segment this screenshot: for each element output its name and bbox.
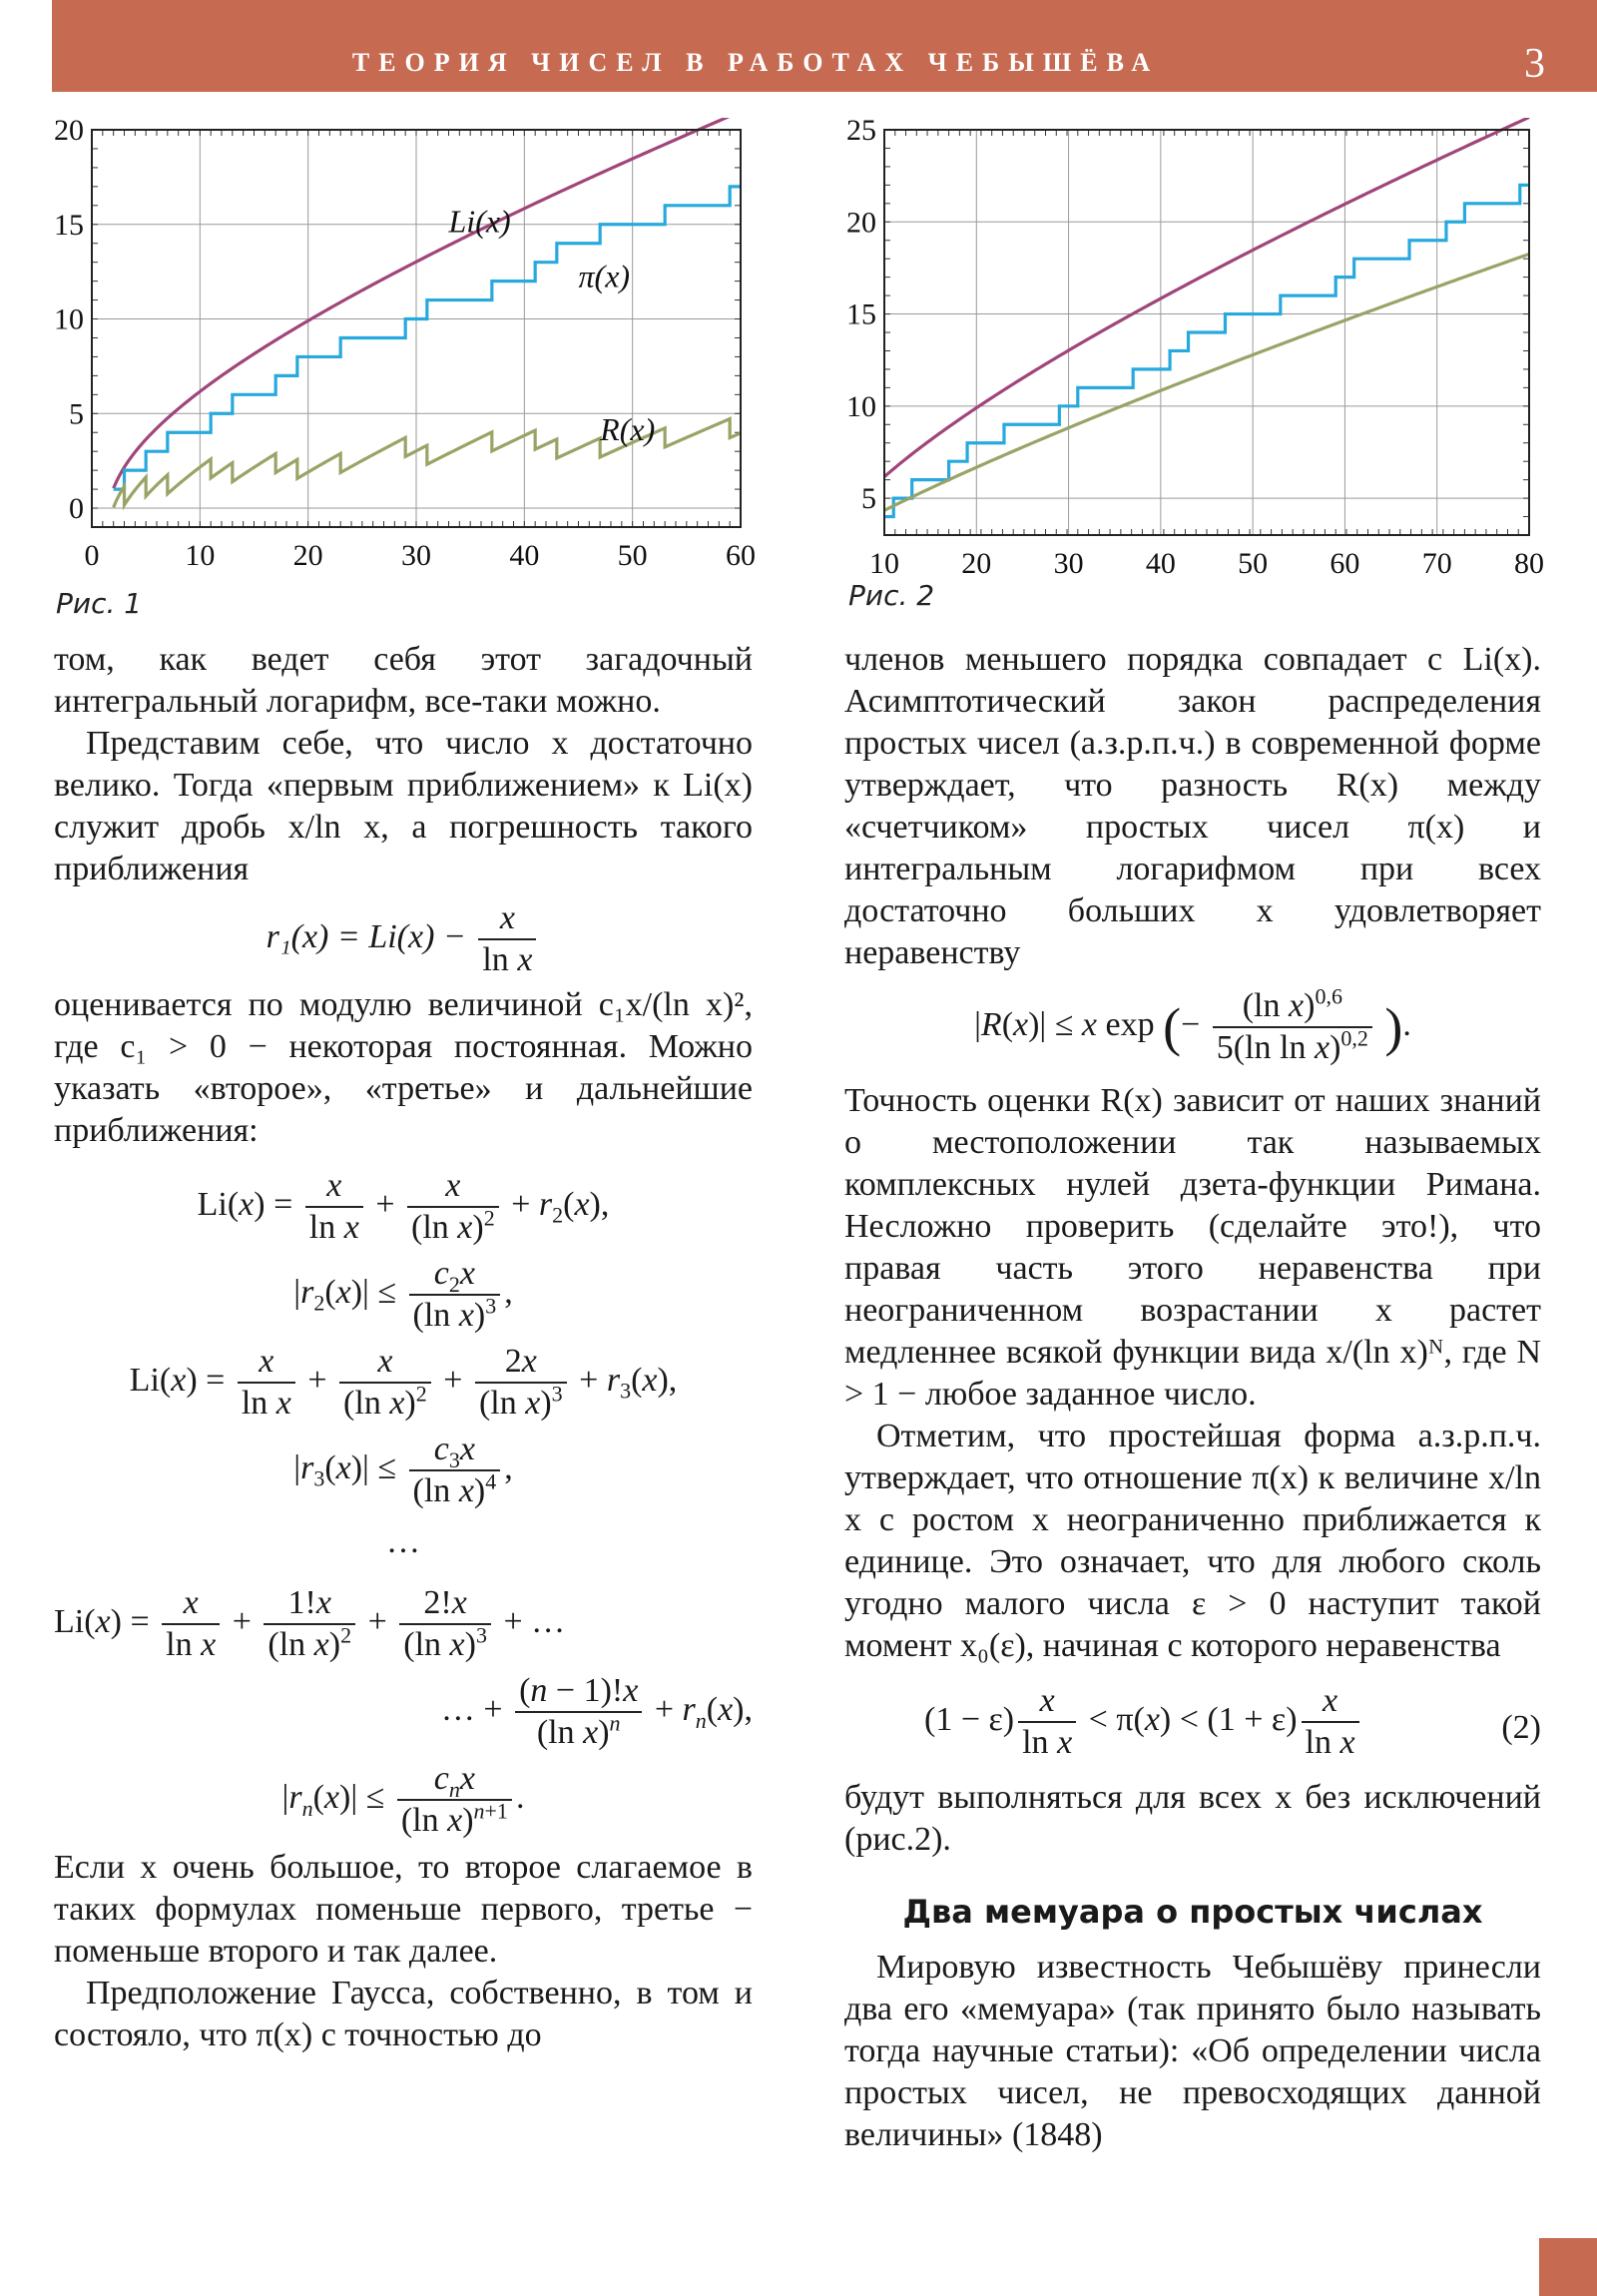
x-tick-label: 20 — [292, 539, 323, 572]
right-paragraph-5: Мировую известность Чебышёву принесли два его «мемуара» (так принято было называть тогда научные статьи): «Об определении числа простых чисел, не превосходящих данной величины» (1848) — [844, 1949, 1541, 2153]
y-tick-label: 20 — [54, 118, 84, 147]
y-tick-label: 10 — [846, 389, 876, 423]
section-title: Два мемуара о простых числах — [902, 1893, 1483, 1931]
x-tick-label: 10 — [185, 539, 216, 572]
figure-1-caption: Рис. 1 — [56, 587, 143, 620]
figure-2-caption: Рис. 2 — [848, 579, 935, 612]
x-tick-label: 0 — [84, 539, 100, 572]
y-tick-label: 15 — [846, 297, 876, 331]
y-tick-label: 20 — [846, 206, 876, 240]
left-column — [54, 639, 753, 2056]
x-tick-label: 50 — [617, 539, 648, 572]
x-tick-label: 10 — [869, 547, 899, 577]
x-tick-label: 30 — [401, 539, 431, 572]
left-paragraph-5: Предположение Гаусса, собственно, в том и состояло, что π(x) с точностью до — [54, 1975, 753, 2053]
x-tick-label: 20 — [961, 547, 992, 577]
left-paragraph-2: Представим себе, что число x достаточно велико. Тогда «первым приближением» к Li(x) служит дробь x/ln x, а погрешность такого приближения — [54, 725, 753, 887]
series-xlnx-line — [884, 254, 1529, 510]
y-tick-label: 5 — [69, 397, 84, 431]
x-tick-label: 40 — [1145, 547, 1176, 577]
equation-r2-bound: $|r_2(x)|$ ≤ $\frac{c_2x}{(\ln x)^3}$ , — [293, 1255, 513, 1334]
right-paragraph-1: членов меньшего порядка совпадает с Li(x). Асимптотический закон распределения простых чисел (а.з.р.п.ч.) в современной форме утверждает, что разность R(x) между «счетчиком» простых чисел π(x) и интегральным логарифмом при всех достаточно больших x удовлетворяет неравенству — [844, 641, 1541, 971]
page-number: 3 — [1524, 41, 1545, 87]
equation-r1: r₁(x) = Li(x) − $\frac{x}{\text{ln x}}$ — [54, 898, 753, 980]
equation-ellipsis: … — [386, 1523, 420, 1560]
right-paragraph-2: Точность оценки R(x) зависит от наших знаний о местоположении так называемых комплексных нулей дзета-функции Римана. Несложно проверить (сделайте это!), что правая часть этого неравенства при неограниченном возрастании x растет медленнее всякой функции вида x/(ln x)ᴺ, где N > 1 − любое заданное число. — [844, 1082, 1541, 1413]
x-tick-label: 60 — [1330, 547, 1360, 577]
series-label-r: R(x) — [600, 410, 656, 447]
left-paragraph-4: Если x очень большое, то второе слагаемое в таких формулах поменьше первого, третье − поменьше второго и так далее. — [54, 1849, 753, 1970]
series-label-li: Li(x) — [448, 203, 511, 240]
corner-decoration — [1539, 2238, 1597, 2296]
x-tick-label: 30 — [1053, 547, 1084, 577]
equation-2-number: (2) — [1501, 1709, 1541, 1746]
x-tick-label: 40 — [509, 539, 540, 572]
equation-r3-bound: $|r_3(x)|$ ≤ $\frac{c_3x}{(\ln x)^4}$ , — [293, 1431, 513, 1509]
equation-r-bound: |R(x)| ≤ x exp (− $\frac{(\ln x)^{0,6}}{5(\ln \ln x)^{0,2}}$ ). — [974, 983, 1411, 1066]
y-tick-label: 25 — [846, 118, 876, 147]
x-tick-label: 50 — [1238, 547, 1269, 577]
left-paragraph-1: том, как ведет себя этот загадочный интегральный логарифм, все-таки можно. — [54, 641, 753, 720]
equation-rn-bound: $|r_n(x)|$ ≤ $\frac{c_nx}{(\ln x)^{n+1}}$ . — [281, 1760, 525, 1839]
figure-2-chart — [828, 118, 1557, 577]
equation-li-n-continued: … + $\frac{(n - 1)!x}{(\ln x)^n}$ + $r_n(x)$, — [440, 1672, 753, 1751]
y-tick-label: 15 — [54, 208, 84, 242]
page-header — [52, 0, 1597, 92]
right-paragraph-4: будут выполняться для всех x без исключений (рис.2). — [844, 1779, 1541, 1858]
x-tick-label: 70 — [1421, 547, 1452, 577]
y-tick-label: 10 — [54, 302, 84, 336]
y-tick-label: 5 — [861, 482, 876, 516]
equation-r1-lhs: r₁(x) = Li(x) − — [266, 917, 466, 955]
series-label-pi: π(x) — [578, 258, 631, 294]
right-paragraph-3: Отметим, что простейшая форма а.з.р.п.ч. утверждает, что отношение π(x) к величине x/ln x с ростом x неограниченно приближается к единице. Это означает, что для любого сколь угодно малого числа ε > 0 наступит такой момент x₀(ε), начиная с которого неравенства — [844, 1418, 1541, 1664]
right-column — [844, 639, 1541, 2156]
y-tick-label: 0 — [69, 492, 84, 526]
equation-li-n: Li(x) = $\frac{x}{\text{ln x}}$ + $\frac{1!x}{(\ln x)^2}$ + $\frac{2!x}{(\ln x)^3}$ + … — [54, 1584, 566, 1663]
running-title: ТЕОРИЯ ЧИСЕЛ В РАБОТАХ ЧЕБЫШЁВА — [351, 48, 1160, 77]
equation-li-3: Li(x) = $\frac{x}{\text{ln x}}$ + $\frac{x}{(\ln x)^2}$ + $\frac{2x}{(\ln x)^3}$ + $r_3(x)$, — [129, 1343, 678, 1422]
figure-1-chart — [40, 118, 759, 577]
equation-2: (1 − ε) $\frac{x}{\text{ln x}}$ < π(x) < (1 + ε) $\frac{x}{\text{ln x}}$ (2) — [924, 1682, 1541, 1761]
equation-li-2: Li(x) = $\frac{x}{\text{ln x}}$ + $\frac{x}{(\ln x)^2}$ + $r_2(x)$, — [197, 1167, 610, 1246]
left-paragraph-3: оценивается по модулю величиной c₁x/(ln x)², где c₁ > 0 − некоторая постоянная. Можно указать «второе», «третье» и дальнейшие приближения: — [54, 986, 753, 1149]
x-tick-label: 80 — [1514, 547, 1544, 577]
x-tick-label: 60 — [726, 539, 756, 572]
series-lix-line — [884, 118, 1529, 477]
